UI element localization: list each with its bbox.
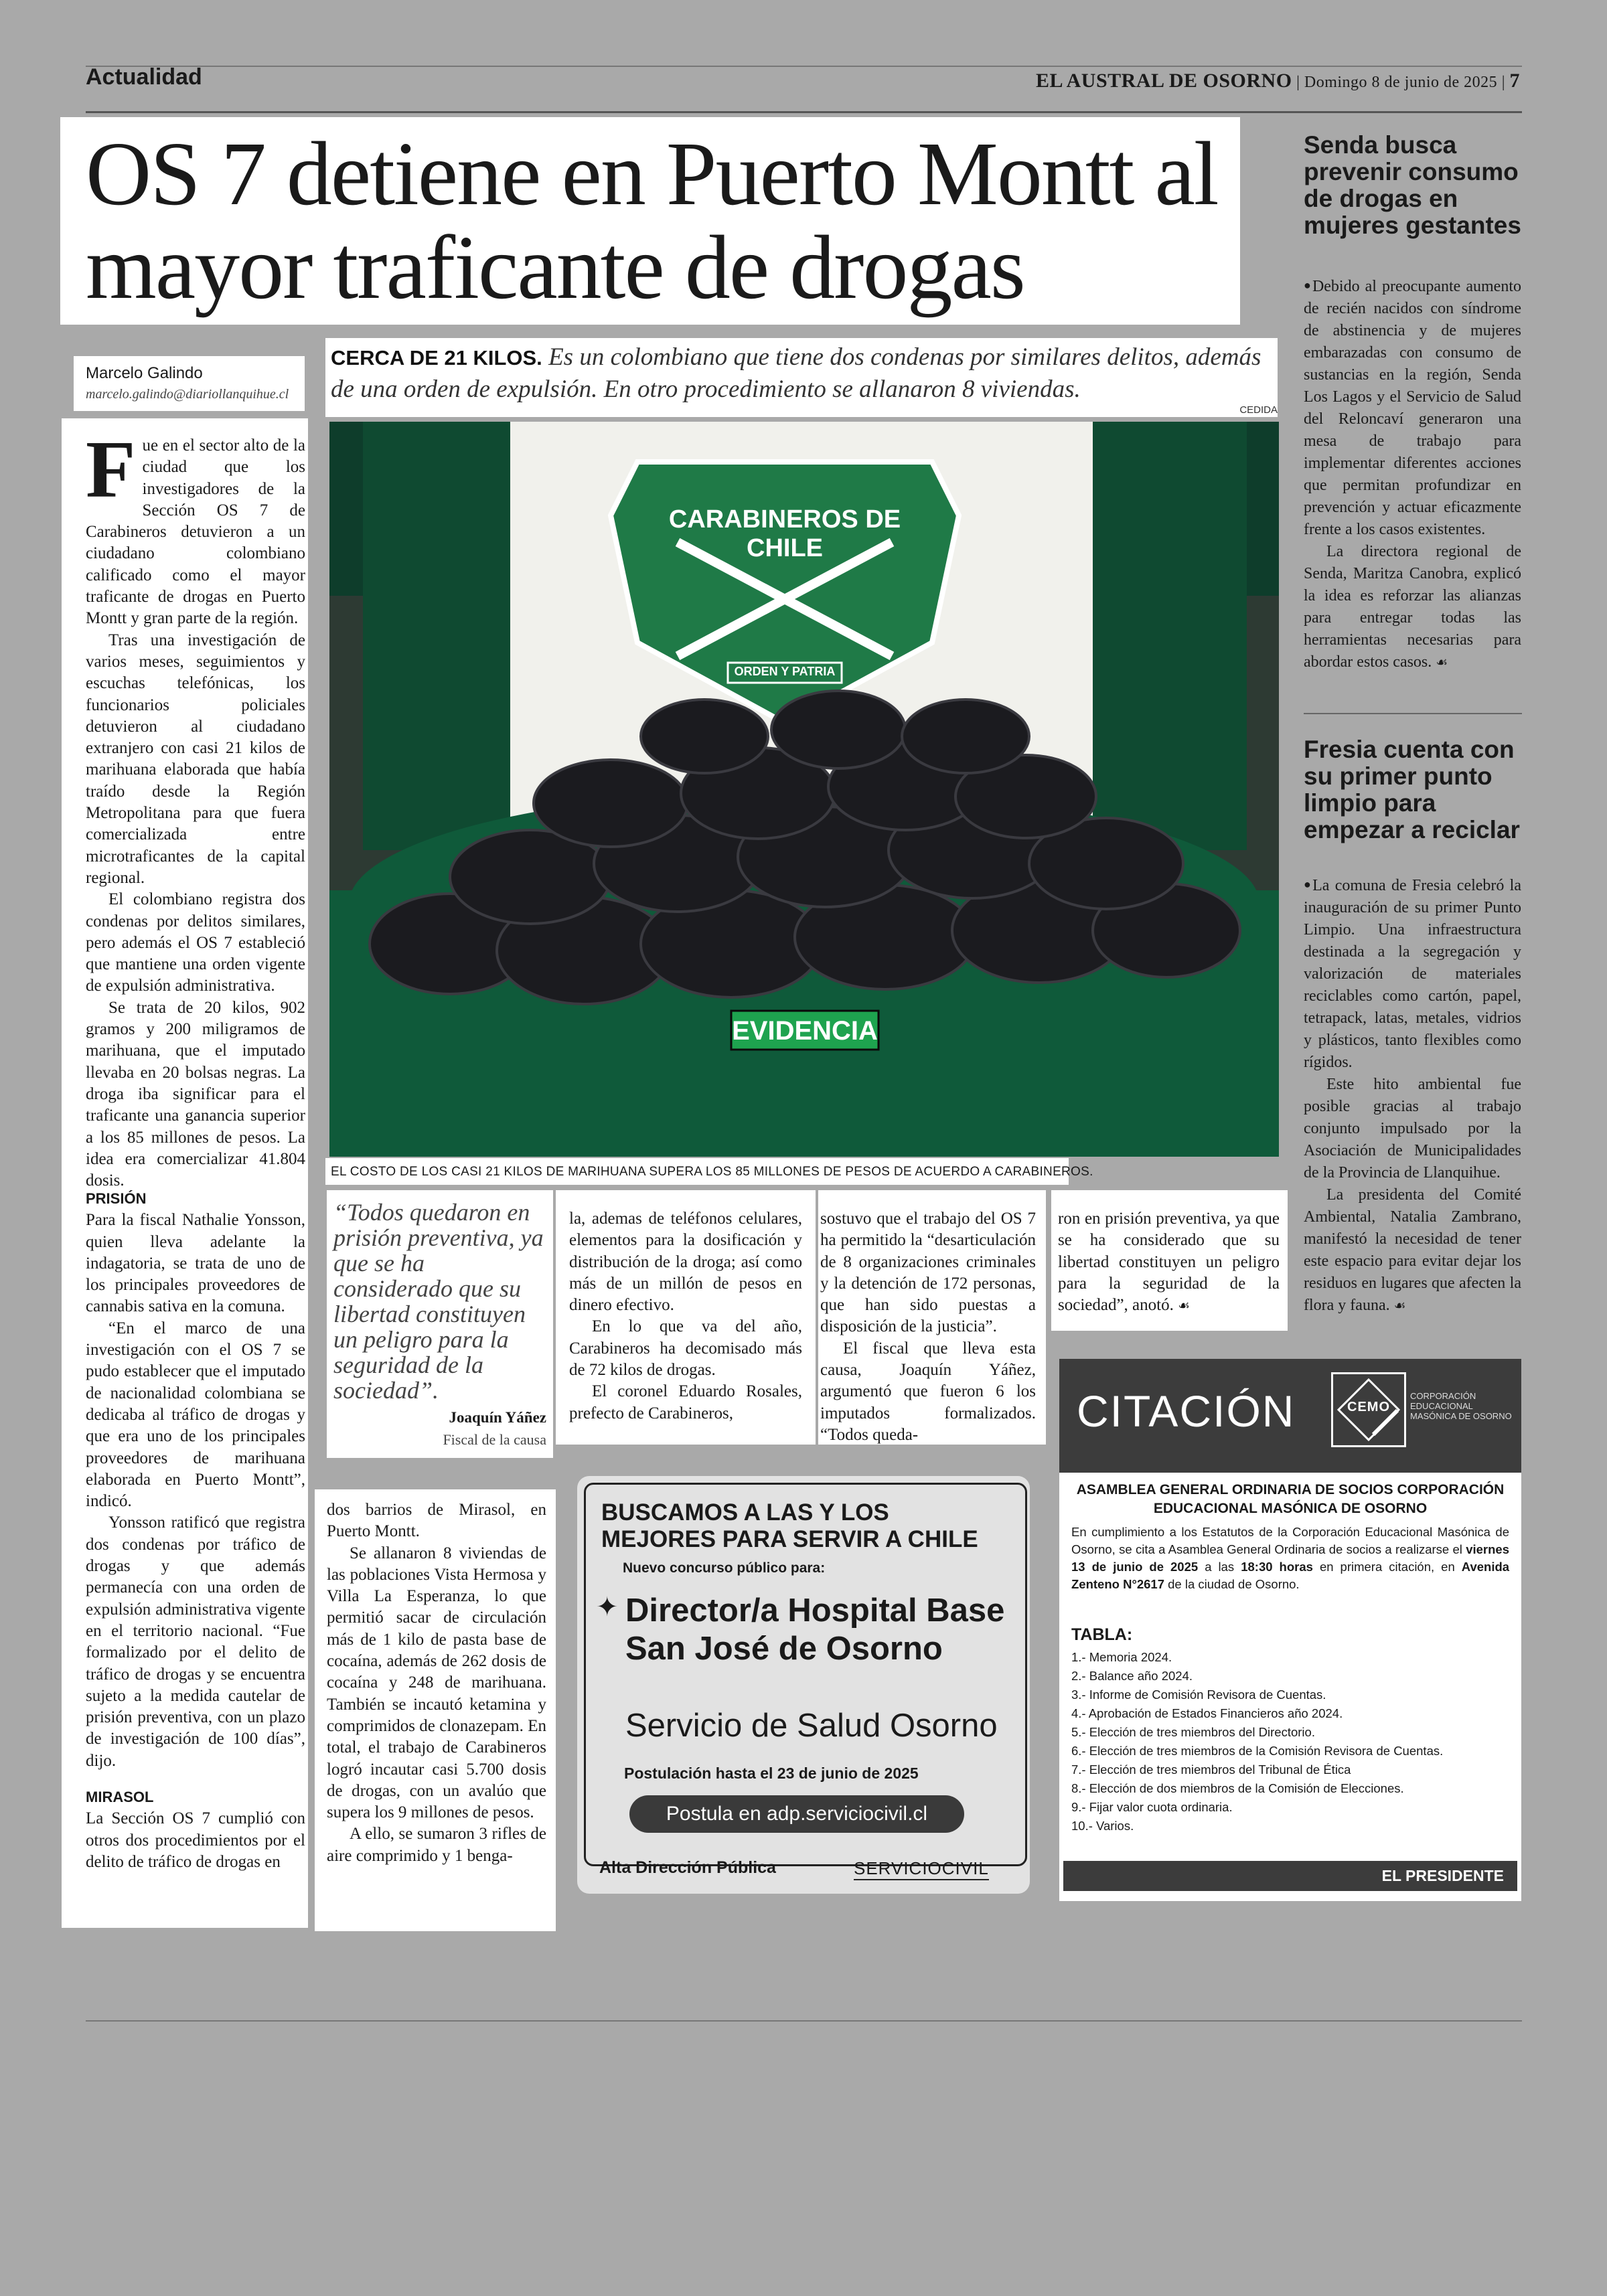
job-ad-deadline: Postulación hasta el 23 de junio de 2025	[624, 1765, 919, 1782]
paragraph: La presidenta del Comité Ambiental, Natalia Zambrano, manifestó la necesidad de tener este espacio para evitar dejar los residuos en lugares que afecten la flora y fauna. ☙	[1304, 1186, 1521, 1314]
paragraph: ●Debido al preocupante aumento de recién nacidos con síndrome de abstinencia y de mujeres embarazadas con consumo de sustancias en la región, Senda Los Lagos y el Servicio de Salud del Reloncaví generaron una mesa de trabajo para implementar diferentes acciones que permitan profundizar en prevención y actuar eficazmente frente a los casos existentes.	[1304, 278, 1521, 538]
citation-title: CITACIÓN	[1077, 1386, 1296, 1436]
quote-attribution-name: Joaquín Yáñez	[449, 1409, 546, 1426]
paragraph: Se trata de 20 kilos, 902 gramos y 200 miligramos de marihuana, que el imputado llevaba en 20 bolsas negras. La droga iba significar para el traficante una ganancia superior a los 85 millones de pesos. La idea era comercializar 41.804 dosis.	[86, 998, 305, 1190]
paragraph: ron en prisión preventiva, ya que se ha considerado que su libertad constituyen un peligro para la seguridad de la sociedad”, anotó. ☙	[1058, 1210, 1280, 1315]
column-2-bottom	[327, 1499, 546, 1867]
page-number: 7	[1509, 70, 1520, 92]
column-5	[1058, 1208, 1280, 1316]
author-name: Marcelo Galindo	[86, 364, 203, 382]
cemo-logo-text: CEMO	[1347, 1400, 1390, 1414]
bullet-icon: ●	[1304, 878, 1313, 891]
sidebar1-title: Senda busca prevenir consumo de drogas en mujeres gestantes	[1304, 131, 1521, 239]
drop-cap: F	[86, 424, 136, 515]
headline: OS 7 detiene en Puerto Montt al mayor traficante de drogas	[86, 124, 1218, 318]
paragraph: La directora regional de Senda, Maritza Canobra, explicó la idea es reforzar las alianzas para entregar todas las herramientas necesarias para abordar estos casos. ☙	[1304, 543, 1521, 671]
citation-subtitle: ASAMBLEA GENERAL ORDINARIA DE SOCIOS CORPORACIÓN EDUCACIONAL MASÓNICA DE OSORNO	[1076, 1482, 1505, 1516]
agenda-item: 1.- Memoria 2024.	[1071, 1650, 1172, 1664]
citation-agenda-title: TABLA:	[1071, 1625, 1133, 1644]
sidebar-divider	[1304, 713, 1522, 714]
paragraph: Se allanaron 8 viviendas de las poblaciones Vista Hermosa y Villa La Esperanza, lo que permitió sacar de circulación más de 1 kilo de pasta base de cocaína, además de 262 dosis de cocaína y 248 de marihuana. También se incautó ketamina y comprimidos de clonazepam. En total, el trabajo de Carabineros logró incautar casi 5.700 dosis de drogas, con un avalúo que supera los 9 millones de pesos.	[327, 1544, 546, 1822]
bullet-icon: ●	[1304, 278, 1312, 292]
paragraph: La Sección OS 7 cumplió con otros dos procedimientos por el delito de tráfico de drogas en	[86, 1809, 305, 1871]
paragraph: la, ademas de teléfonos celulares, elementos para la dosificación y distribución de la droga; así como más de un millón de pesos en dinero efectivo.	[569, 1210, 802, 1315]
agenda-item: 9.- Fijar valor cuota ordinaria.	[1071, 1800, 1233, 1814]
header-rule	[86, 111, 1522, 113]
citation-org: CORPORACIÓN EDUCACIONAL MASÓNICA DE OSORNO	[1410, 1391, 1512, 1421]
end-mark-icon: ☙	[1178, 1297, 1191, 1314]
top-rule	[86, 66, 1522, 67]
agenda-item: 10.- Varios.	[1071, 1819, 1134, 1833]
photo-credit: CEDIDA	[1239, 404, 1278, 416]
job-ad-footer-left: Alta Dirección Pública	[599, 1858, 776, 1877]
evidence-sign: EVIDENCIA	[732, 1016, 878, 1046]
paragraph: El colombiano registra dos condenas por delitos similares, pero además el OS 7 estableció que mantiene una orden vigente de expulsión administrativa.	[86, 890, 305, 995]
paragraph: El coronel Eduardo Rosales, prefecto de Carabineros,	[569, 1382, 802, 1422]
agenda-item: 8.- Elección de dos miembros de la Comisión de Elecciones.	[1071, 1781, 1404, 1795]
citation-signature: EL PRESIDENTE	[1063, 1861, 1517, 1891]
job-ad-footer-logo: SERVICIOCIVIL	[854, 1858, 989, 1880]
paragraph: En lo que va del año, Carabineros ha decomisado más de 72 kilos de drogas.	[569, 1317, 802, 1380]
column-1-bottom	[86, 1188, 305, 1873]
end-mark-icon: ☙	[1436, 654, 1448, 670]
paragraph: Yonsson ratificó que registra dos condenas por tráfico de drogas y que además permanecía con una orden de expulsión administrativa vigente en el territorio nacional. “Fue formalizado por el delito de tráfico de drogas y se encuentra sujeto a la medida cautelar de prisión preventiva, con un plazo de investigación de 100 días”, dijo.	[86, 1513, 305, 1770]
agenda-item: 4.- Aprobación de Estados Financieros año 2024.	[1071, 1706, 1343, 1720]
paragraph: Para la fiscal Nathalie Yonsson, quien lleva adelante la indagatoria, se trata de uno de los principales proveedores de cannabis sativa en la comuna.	[86, 1211, 305, 1316]
paragraph: sostuvo que el trabajo del OS 7 ha permitido la “desarticulación de 8 organizaciones criminales y la detención de 172 personas, que han sido puestas a disposición de la justicia”.	[820, 1210, 1036, 1336]
column-4	[820, 1208, 1036, 1446]
job-ad-service: Servicio de Salud Osorno	[625, 1708, 998, 1744]
cemo-logo	[1331, 1372, 1406, 1447]
agenda-item: 6.- Elección de tres miembros de la Comisión Revisora de Cuentas.	[1071, 1744, 1444, 1758]
paragraph: El fiscal que lleva esta causa, Joaquín Yáñez, argumentó que fueron 6 los imputados formalizados. “Todos queda-	[820, 1339, 1036, 1444]
shield-text-line1: CARABINEROS DE	[668, 505, 901, 534]
sparkle-icon: ✦	[596, 1592, 619, 1623]
photo-caption: EL COSTO DE LOS CASI 21 KILOS DE MARIHUANA SUPERA LOS 85 MILLONES DE PESOS DE ACUERDO A CARABINEROS.	[331, 1165, 1093, 1179]
job-ad-role: Director/a Hospital Base San José de Osorno	[625, 1592, 1005, 1667]
bottom-rule	[86, 2020, 1522, 2022]
issue-date: Domingo 8 de junio de 2025	[1304, 74, 1498, 91]
author-email: marcelo.galindo@diariollanquihue.cl	[86, 387, 289, 402]
apply-button[interactable]: Postula en adp.serviciocivil.cl	[629, 1795, 964, 1833]
newspaper-name: EL AUSTRAL DE OSORNO	[1035, 70, 1292, 92]
agenda-item: 7.- Elección de tres miembros del Tribunal de Ética	[1071, 1762, 1351, 1777]
citation-agenda	[1071, 1648, 1513, 1835]
subhead-kicker: CERCA DE 21 KILOS.	[331, 346, 542, 370]
shield-text-line2: CHILE	[747, 534, 823, 562]
agenda-item: 3.- Informe de Comisión Revisora de Cuentas.	[1071, 1688, 1326, 1702]
citation-text: En cumplimiento a los Estatutos de la Corporación Educacional Masónica de Osorno, se cita a Asamblea General Ordinaria de socios a realizarse el viernes 13 de junio de 2025 a las 18:30 horas en primera citación, en Avenida Zenteno N°2617 de la ciudad de Osorno.	[1071, 1525, 1510, 1591]
paragraph: Tras una investigación de varios meses, seguimientos y escuchas telefónicas, los funcionarios policiales detuvieron al ciudadano extranjero con casi 21 kilos de marihuana elaborada que había traído desde la Región Metropolitana para que fuera comercializada entre microtraficantes de la capital regional.	[86, 631, 305, 887]
subheading-mirasol: MIRASOL	[86, 1789, 154, 1806]
section-name: Actualidad	[86, 64, 202, 90]
agenda-item: 5.- Elección de tres miembros del Directorio.	[1071, 1725, 1315, 1739]
masthead: EL AUSTRAL DE OSORNO | Domingo 8 de junio de 2025 | 7	[1035, 70, 1520, 92]
paragraph: ●La comuna de Fresia celebró la inauguración de su primer Punto Limpio. Una infraestructura destinada a la segregación y valorización de materiales reciclables como cartón, papel, tetrapack, latas, metales, vidrios y plásticos, tanto flexibles como rígidos.	[1304, 877, 1521, 1071]
subhead	[331, 341, 1275, 405]
sidebar1-body	[1304, 274, 1521, 673]
shield-motto: ORDEN Y PATRIA	[734, 665, 836, 678]
subheading-prision: PRISIÓN	[86, 1190, 147, 1207]
sidebar2-body	[1304, 874, 1521, 1317]
column-3	[569, 1208, 802, 1424]
evidence-photo	[329, 422, 1279, 1157]
end-mark-icon: ☙	[1393, 1297, 1406, 1313]
paragraph: “En el marco de una investigación con el OS 7 se pudo establecer que el imputado de nacionalidad colombiana se dedicaba al tráfico de drogas y que era uno de los principales proveedores de marihuana elaborada en Puerto Montt”, indicó.	[86, 1319, 305, 1511]
paragraph: Este hito ambiental fue posible gracias al trabajo conjunto impulsado por la Asociación de Municipalidades de la Provincia de Llanquihue.	[1304, 1076, 1521, 1181]
subhead-text: Es un colombiano que tiene dos condenas por similares delitos, además de una orden de expulsión. En otro procedimiento se allanaron 8 viviendas.	[331, 343, 1261, 403]
agenda-item: 2.- Balance año 2024.	[1071, 1669, 1193, 1683]
paragraph: A ello, se sumaron 3 rifles de aire comprimido y 1 benga-	[327, 1825, 546, 1865]
job-ad-headline: BUSCAMOS A LAS Y LOS MEJORES PARA SERVIR A CHILE	[601, 1499, 978, 1552]
paragraph: dos barrios de Mirasol, en Puerto Montt.	[327, 1501, 546, 1541]
pull-quote: “Todos quedaron en prisión preventiva, ya que se ha considerado que su libertad constituyen un peligro para la seguridad de la sociedad”.	[333, 1199, 544, 1404]
sidebar2-title: Fresia cuenta con su primer punto limpio para empezar a reciclar	[1304, 736, 1520, 843]
column-1-top	[86, 424, 305, 1192]
quote-attribution-role: Fiscal de la causa	[443, 1431, 546, 1448]
job-ad-intro: Nuevo concurso público para:	[623, 1560, 826, 1576]
paragraph: Fue en el sector alto de la ciudad que los investigadores de la Sección OS 7 de Carabineros detuvieron a un ciudadano colombiano calificado como el mayor traficante de drogas en Puerto Montt y gran parte de la región.	[86, 424, 305, 628]
